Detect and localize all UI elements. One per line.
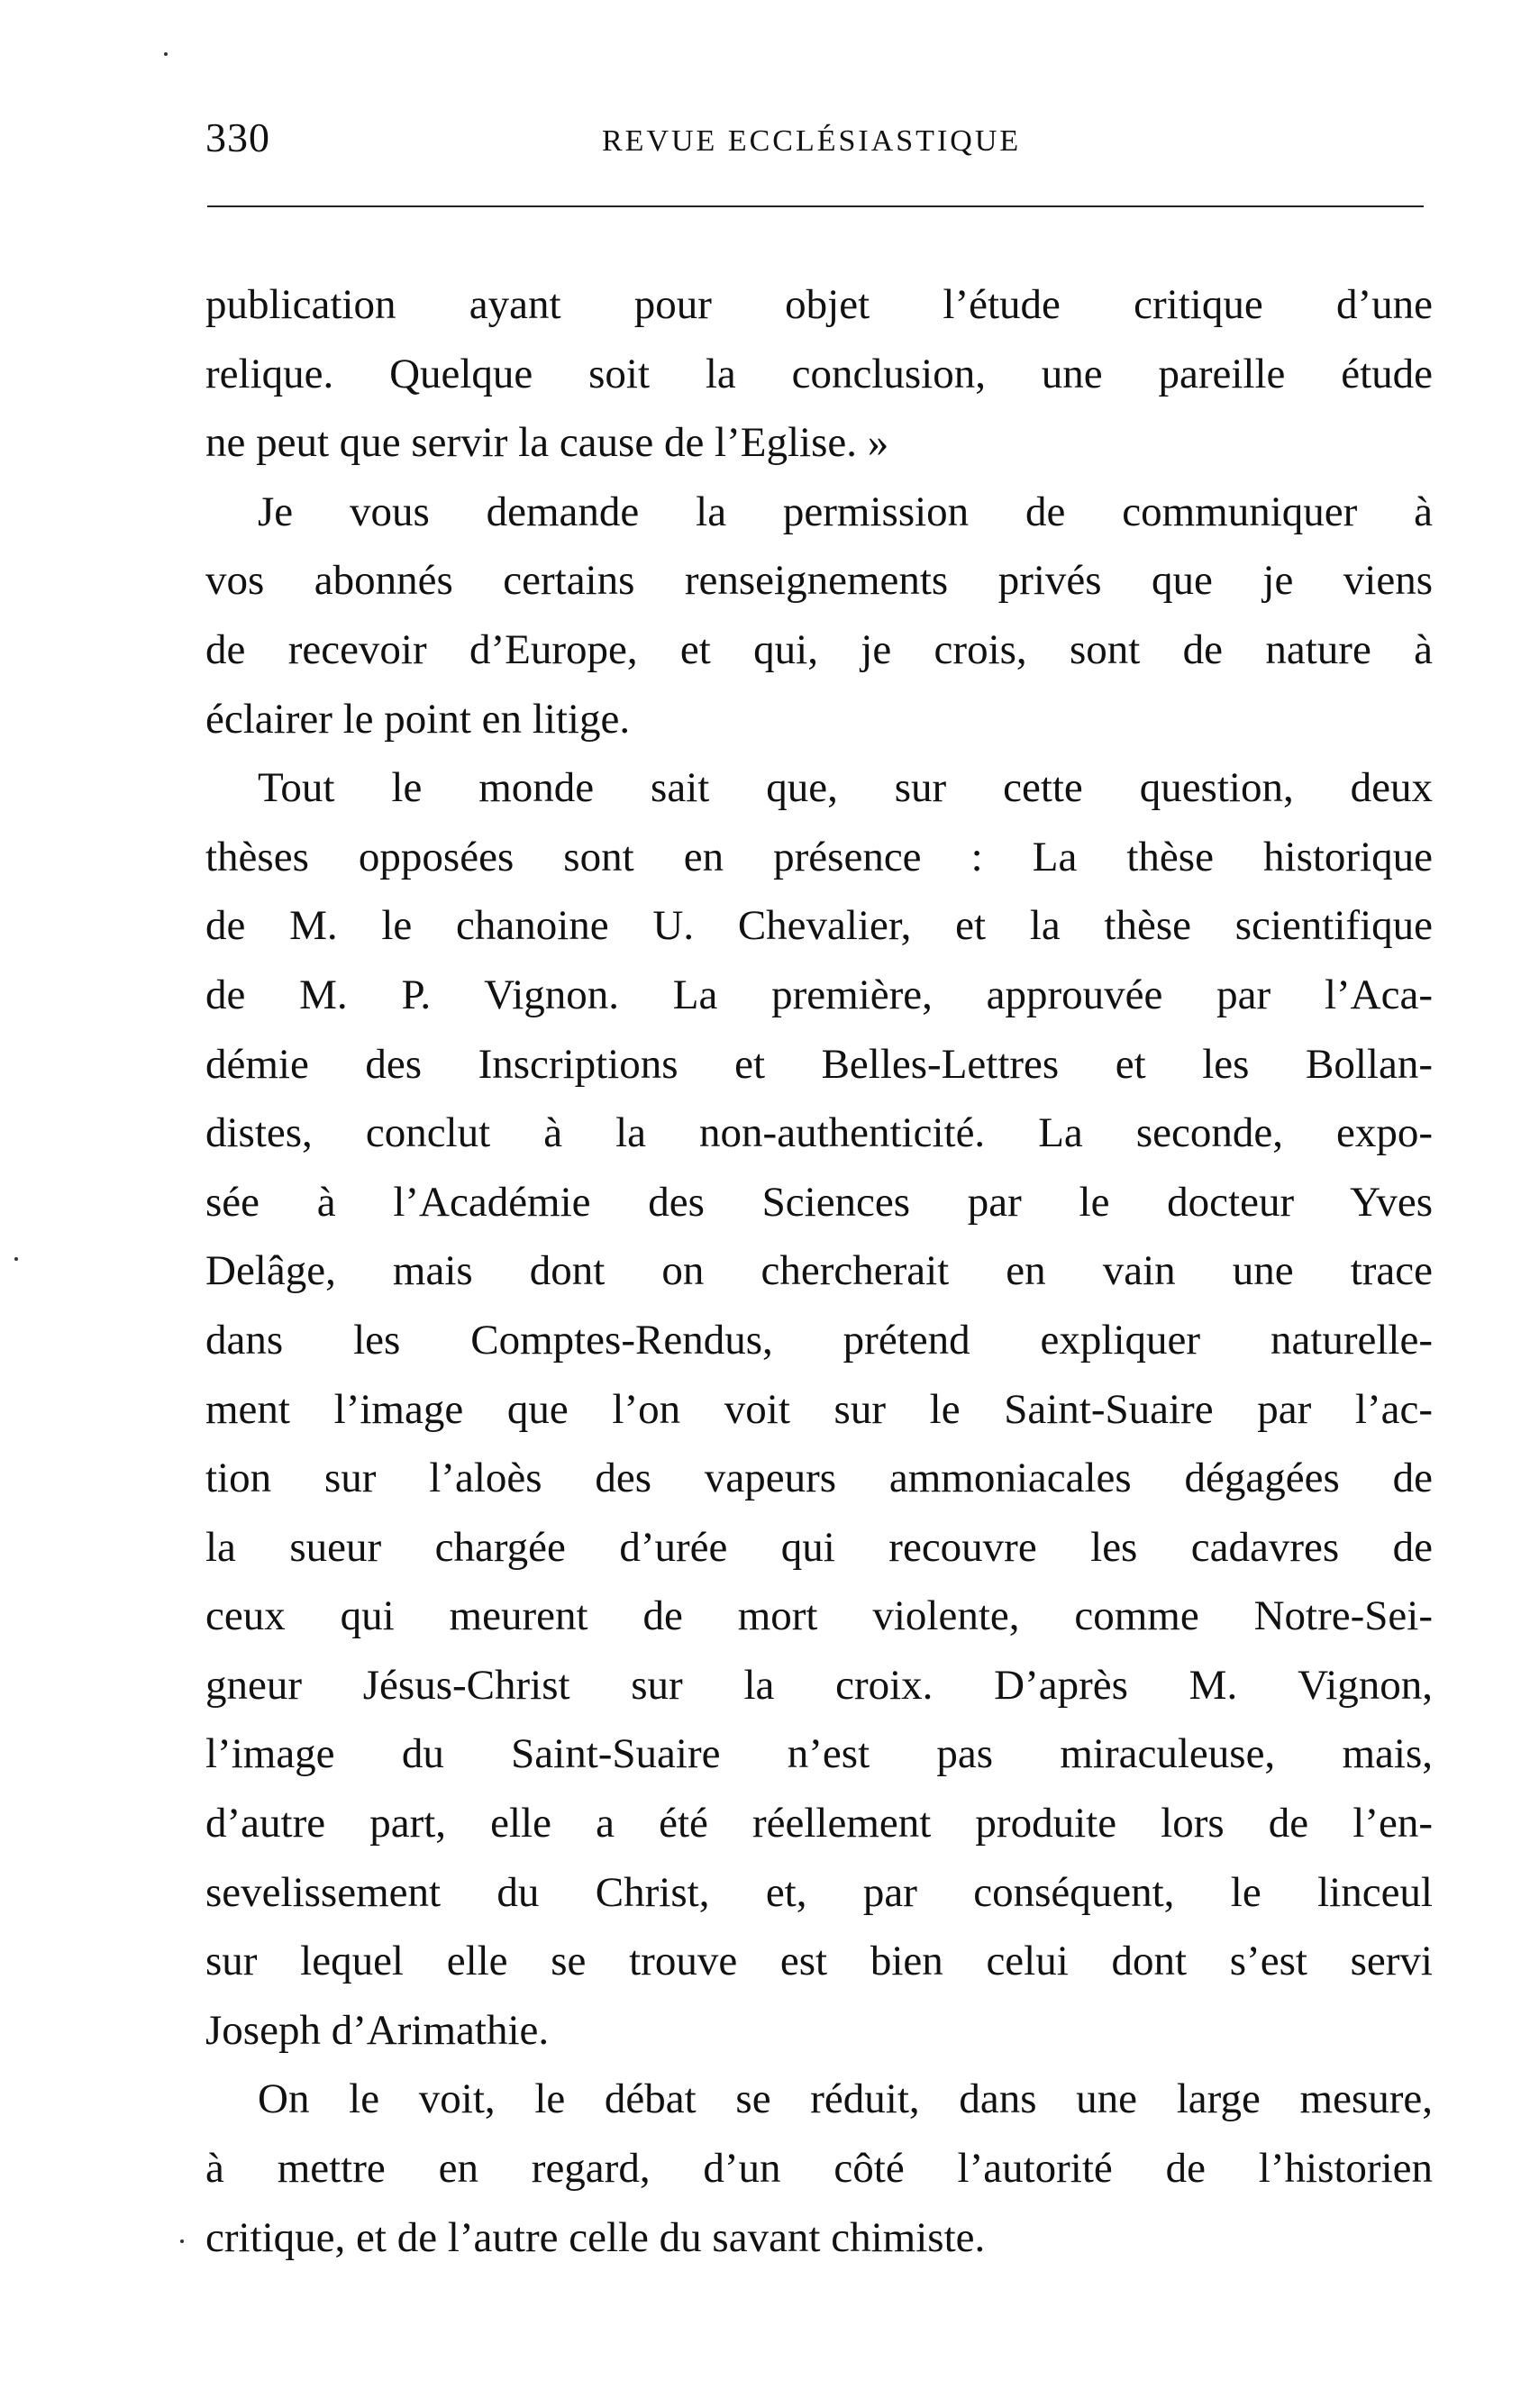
text-line: ceux qui meurent de mort violente, comme Notre-Sei- [205,1592,1433,1640]
paragraph [205,753,1433,2065]
text-line: ne peut que servir la cause de l’Eglise. » [205,419,889,467]
paragraph [205,478,1433,753]
text-line: gneur Jésus-Christ sur la croix. D’après M. Vignon, [205,1661,1433,1709]
text-line: On le voit, le débat se réduit, dans une large mesure, [258,2075,1433,2123]
text-line: sur lequel elle se trouve est bien celui dont s’est servi [205,1938,1433,1985]
text-line: de recevoir d’Europe, et qui, je crois, sont de nature à [205,625,1433,673]
header-rule [207,205,1424,207]
body-text [205,270,1433,2272]
text-line: Joseph d’Arimathie. [205,2006,550,2054]
text-line: critique, et de l’autre celle du savant chimiste. [205,2213,986,2261]
text-line: relique. Quelque soit la conclusion, une pareille étude [205,350,1433,397]
text-line: d’autre part, elle a été réellement produite lors de l’en- [205,1800,1433,1847]
text-line: tion sur l’aloès des vapeurs ammoniacales dégagées de [205,1455,1433,1502]
text-line: publication ayant pour objet l’étude critique d’une [205,281,1433,328]
text-line: Je vous demande la permission de communiquer à [258,488,1433,535]
text-line: Tout le monde sait que, sur cette question, deux [258,764,1433,812]
text-line: dans les Comptes-Rendus, prétend expliquer naturelle- [205,1316,1433,1364]
text-line: la sueur chargée d’urée qui recouvre les cadavres de [205,1523,1433,1571]
print-speck [164,52,168,56]
text-line: sée à l’Académie des Sciences par le docteur Yves [205,1178,1433,1226]
page-header [205,106,1431,169]
text-line: de M. P. Vignon. La première, approuvée par l’Aca- [205,971,1433,1018]
text-line: ment l’image que l’on voit sur le Saint-Suaire par l’ac- [205,1385,1433,1433]
text-line: démie des Inscriptions et Belles-Lettres et les Bollan- [205,1040,1433,1088]
text-line: Delâge, mais dont on chercherait en vain une trace [205,1247,1433,1295]
print-speck [180,2239,184,2243]
text-line: thèses opposées sont en présence : La thèse historique [205,833,1433,880]
text-line: éclairer le point en litige. [205,695,631,743]
text-line: à mettre en regard, d’un côté l’autorité de l’historien [205,2145,1433,2193]
text-line: distes, conclut à la non-authenticité. La seconde, expo- [205,1109,1433,1157]
page-number: 330 [205,114,270,160]
running-head: REVUE ECCLÉSIASTIQUE [602,124,1022,158]
print-speck [14,1257,18,1261]
text-line: vos abonnés certains renseignements privés que je viens [205,557,1433,605]
text-line: sevelissement du Christ, et, par conséquent, le linceul [205,1868,1433,1916]
text-line: l’image du Saint-Suaire n’est pas miraculeuse, mais, [205,1730,1433,1778]
paragraph [205,270,1433,478]
text-line: de M. le chanoine U. Chevalier, et la thèse scientifique [205,902,1433,950]
paragraph [205,2065,1433,2272]
